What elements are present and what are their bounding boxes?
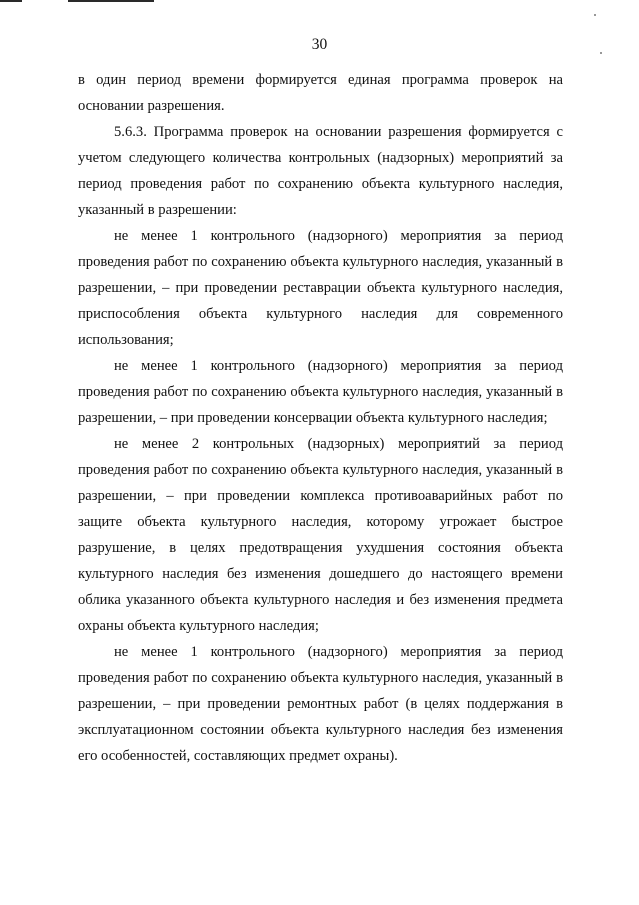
scan-artifact-top-left [0, 0, 22, 2]
document-body [78, 67, 563, 769]
paragraph: в один период времени формируется единая программа проверок на основании разрешения. [78, 72, 563, 114]
paragraph-list-item: не менее 1 контрольного (надзорного) мероприятия за период проведения работ по сохранению объекта культурного наследия, указанный в разрешении, – при проведении консервации объекта культурного наследия; [78, 358, 563, 426]
paragraph-list-item: не менее 1 контрольного (надзорного) мероприятия за период проведения работ по сохранению объекта культурного наследия, указанный в разрешении, – при проведении реставрации объекта культурного наследия, приспособления объекта культурного наследия для современного использования; [78, 228, 563, 348]
scan-artifact-top-center [68, 0, 154, 2]
paragraph-list-item: не менее 1 контрольного (надзорного) мероприятия за период проведения работ по сохранению объекта культурного наследия, указанный в разрешении, – при проведении ремонтных работ (в целях поддержания в эксплуатационном состоянии объекта культурного наследия без изменения его особенностей, составляющих предмет охраны). [78, 644, 563, 764]
paragraph-section-5-6-3: 5.6.3. Программа проверок на основании разрешения формируется с учетом следующего количества контрольных (надзорных) мероприятий за период проведения работ по сохранению объекта культурного наследия, указанный в разрешении: [78, 124, 563, 218]
paragraph-list-item: не менее 2 контрольных (надзорных) мероприятий за период проведения работ по сохранению объекта культурного наследия, указанный в разрешении, – при проведении комплекса противоаварийных работ по защите объекта культурного наследия, которому угрожает быстрое разрушение, в целях предотвращения ухудшения состояния объекта культурного наследия без изменения дошедшего до настоящего времени облика указанного объекта культурного наследия и без изменения предмета охраны объекта культурного наследия; [78, 436, 563, 634]
scan-speck [594, 14, 596, 16]
page-number: 30 [311, 36, 328, 53]
